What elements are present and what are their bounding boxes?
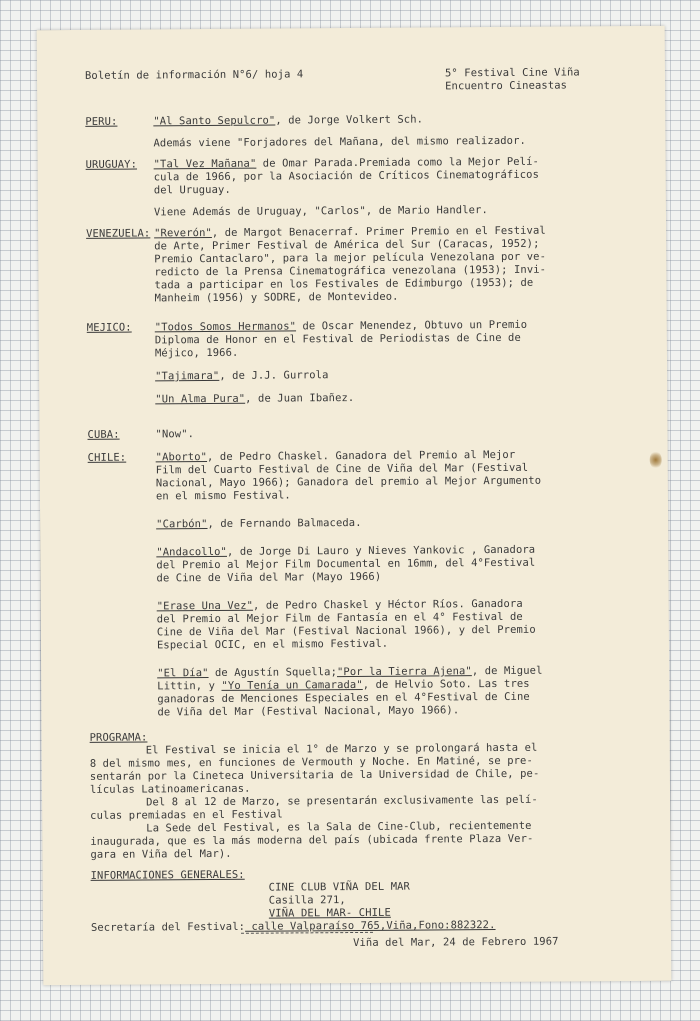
film-title: "Tajimara" bbox=[155, 369, 220, 383]
film-note: Viene Además de Uruguay, "Carlos", de Mario Handler. bbox=[153, 204, 488, 219]
document-header bbox=[85, 66, 625, 96]
film-credit: , de Juan Ibañez. bbox=[245, 391, 355, 405]
text-line: de Viña del Mar (Festival Nacional, Mayo 1966). bbox=[157, 704, 460, 719]
film-title: "Un Alma Pura" bbox=[155, 392, 246, 406]
film-title: "Erase Una Vez" bbox=[156, 599, 254, 613]
text-line: gara en Viña del Mar). bbox=[90, 847, 232, 861]
text-line: de Arte, Primer Festival de América del Sur (Caracas, 1952); bbox=[154, 237, 540, 253]
text-line: de Cine de Viña del Mar (Mayo 1966) bbox=[156, 570, 382, 585]
text-line: Diploma de Honor en el Festival de Periodistas de Cine de bbox=[154, 331, 521, 347]
film-title: "Yo Tenía un Camarada" bbox=[221, 678, 363, 692]
film-title: "Tal Vez Mañana" bbox=[153, 157, 257, 171]
text-line: lículas Latinoamericanas. bbox=[89, 782, 251, 796]
section-peru bbox=[85, 112, 625, 151]
country-label-peru: PERU: bbox=[85, 115, 118, 128]
festival-subtitle: Encuentro Cineastas bbox=[445, 79, 568, 93]
film-note: Además viene "Forjadores del Mañana, del mismo realizador. bbox=[153, 134, 526, 150]
film-credit: . bbox=[187, 428, 195, 441]
film-title: "Now" bbox=[155, 428, 188, 441]
film-credit: , de Pedro Chaskel y Héctor Ríos. Ganadora bbox=[252, 597, 523, 612]
stain-mark bbox=[650, 451, 662, 469]
film-title: "El Día" bbox=[157, 667, 209, 680]
text-line: redicto de la Prensa Cinematográfica venezolana (1953); Invi- bbox=[154, 263, 547, 279]
section-programa bbox=[90, 728, 631, 862]
film-credit: de Omar Parada.Premiada como la Mejor Pelí- bbox=[256, 155, 539, 170]
text-line: cula de 1966, por la Asociación de Críticos Cinematográficos bbox=[153, 168, 540, 184]
text-line: Cine de Viña del Mar (Festival Nacional 1966), y del Premio bbox=[156, 623, 536, 639]
film-credit: , de Helvio Soto. Las tres bbox=[362, 677, 530, 691]
address-line: CINE CLUB VIÑA DEL MAR bbox=[268, 880, 410, 894]
document-sheet bbox=[37, 26, 672, 985]
text-line: El Festival se inicia el 1° de Marzo y se prolongará hasta el bbox=[145, 741, 538, 757]
text-line: tada a participar en los Festivales de Edimburgo (1953); de bbox=[154, 276, 534, 292]
text-line: Del 8 al 12 de Marzo, se presentarán exclusivamente las pelí- bbox=[146, 793, 538, 809]
text-line: Premio Cantaclaro", para la mejor película Venezolana por ve- bbox=[154, 250, 547, 266]
country-label-uruguay: URUGUAY: bbox=[85, 158, 138, 171]
text-line: en el mismo Festival. bbox=[155, 489, 291, 503]
film-credit: de Oscar Menendez, Obtuvo un Premio bbox=[295, 318, 528, 333]
text-line: 8 del mismo mes, en funciones de Vermouth y Noche. En Matiné, se pre- bbox=[89, 754, 533, 770]
text-line: Manheim (1956) y SODRE, de Montevideo. bbox=[154, 290, 399, 305]
festival-name: 5° Festival Cine Viña bbox=[444, 66, 580, 80]
text-line: La Sede del Festival, es la Sala de Cine-Club, recientemente bbox=[146, 819, 532, 835]
text-line: Nacional, Mayo 1966); Ganadora del premio al Mejor Argumento bbox=[155, 474, 542, 490]
section-informaciones bbox=[91, 866, 632, 952]
address-city: VIÑA DEL MAR- CHILE bbox=[268, 906, 391, 920]
programa-label: PROGRAMA: bbox=[89, 731, 148, 744]
film-credit: , de Jorge Di Lauro y Nieves Yankovic , Ganadora bbox=[226, 543, 536, 558]
film-credit: , de Pedro Chaskel. Ganadora del Premio al Mejor bbox=[206, 448, 516, 464]
section-uruguay bbox=[86, 155, 626, 220]
text-line: Méjico, 1966. bbox=[154, 346, 239, 360]
film-credit: Littin, y bbox=[157, 679, 222, 693]
text-line: del Premio al Mejor Film de Fantasía en el 4° Festival de bbox=[156, 610, 523, 626]
text-line: Especial OCIC, en el mismo Festival. bbox=[156, 637, 389, 652]
secretaria-address: calle Valparaíso 765,Viña,Fono:882322. bbox=[245, 919, 496, 933]
film-credit: , de J.J. Gurrola bbox=[219, 369, 329, 382]
festival-heading bbox=[445, 66, 625, 93]
film-credit: , de Jorge Volkert Sch. bbox=[275, 113, 424, 127]
text-line: sentarán por la Cineteca Universitaria de la Universidad de Chile, pe- bbox=[89, 767, 540, 783]
film-credit: , de Margot Benacerraf. Primer Premio en el Festival bbox=[211, 224, 546, 239]
country-label-mejico: MEJICO: bbox=[86, 321, 132, 334]
informaciones-label: INFORMACIONES GENERALES: bbox=[90, 868, 245, 882]
film-credit: de Agustín Squella; bbox=[208, 666, 338, 680]
film-credit: , de Miguel bbox=[471, 664, 543, 678]
section-cuba bbox=[87, 425, 627, 442]
film-title: "Al Santo Sepulcro" bbox=[153, 114, 276, 128]
country-label-cuba: CUBA: bbox=[87, 428, 120, 441]
document-date: Viña del Mar, 24 de Febrero 1967 bbox=[353, 935, 559, 950]
country-label-venezuela: VENEZUELA: bbox=[86, 227, 151, 240]
bulletin-number: Boletín de información N°6/ hoja 4 bbox=[84, 68, 304, 82]
film-credit: , de Fernando Balmaceda. bbox=[207, 516, 362, 531]
text-line: culas premiadas en el Festival bbox=[90, 808, 283, 822]
film-title: "Por la Tierra Ajena" bbox=[336, 665, 472, 679]
film-title: "Carbón" bbox=[156, 518, 208, 531]
country-label-chile: CHILE: bbox=[87, 451, 127, 464]
section-mejico bbox=[87, 318, 628, 407]
section-chile bbox=[88, 448, 630, 720]
section-venezuela bbox=[86, 224, 627, 306]
text-line: del Premio al Mejor Film Documental en 16mm, del 4°Festival bbox=[156, 556, 536, 572]
text-line: inaugurada, que es la más moderna del país (ubicada frente Plaza Ver- bbox=[90, 832, 534, 848]
film-title: "Andacollo" bbox=[156, 545, 228, 559]
text-line: Film del Cuarto Festival de Cine de Viña del Mar (Festival bbox=[155, 461, 529, 477]
text-line: ganadoras de Menciones Especiales en el 4°Festival de Cine bbox=[157, 690, 530, 706]
film-title: "Todos Somos Hermanos" bbox=[154, 320, 297, 334]
secretaria-label: Secretaría del Festival: bbox=[90, 920, 246, 934]
film-title: "Reverón" bbox=[154, 226, 212, 240]
bulletin-text bbox=[85, 66, 631, 952]
film-title: "Aborto" bbox=[155, 451, 208, 464]
text-line: del Uruguay. bbox=[153, 183, 231, 197]
address-line: Casilla 271, bbox=[268, 894, 346, 907]
